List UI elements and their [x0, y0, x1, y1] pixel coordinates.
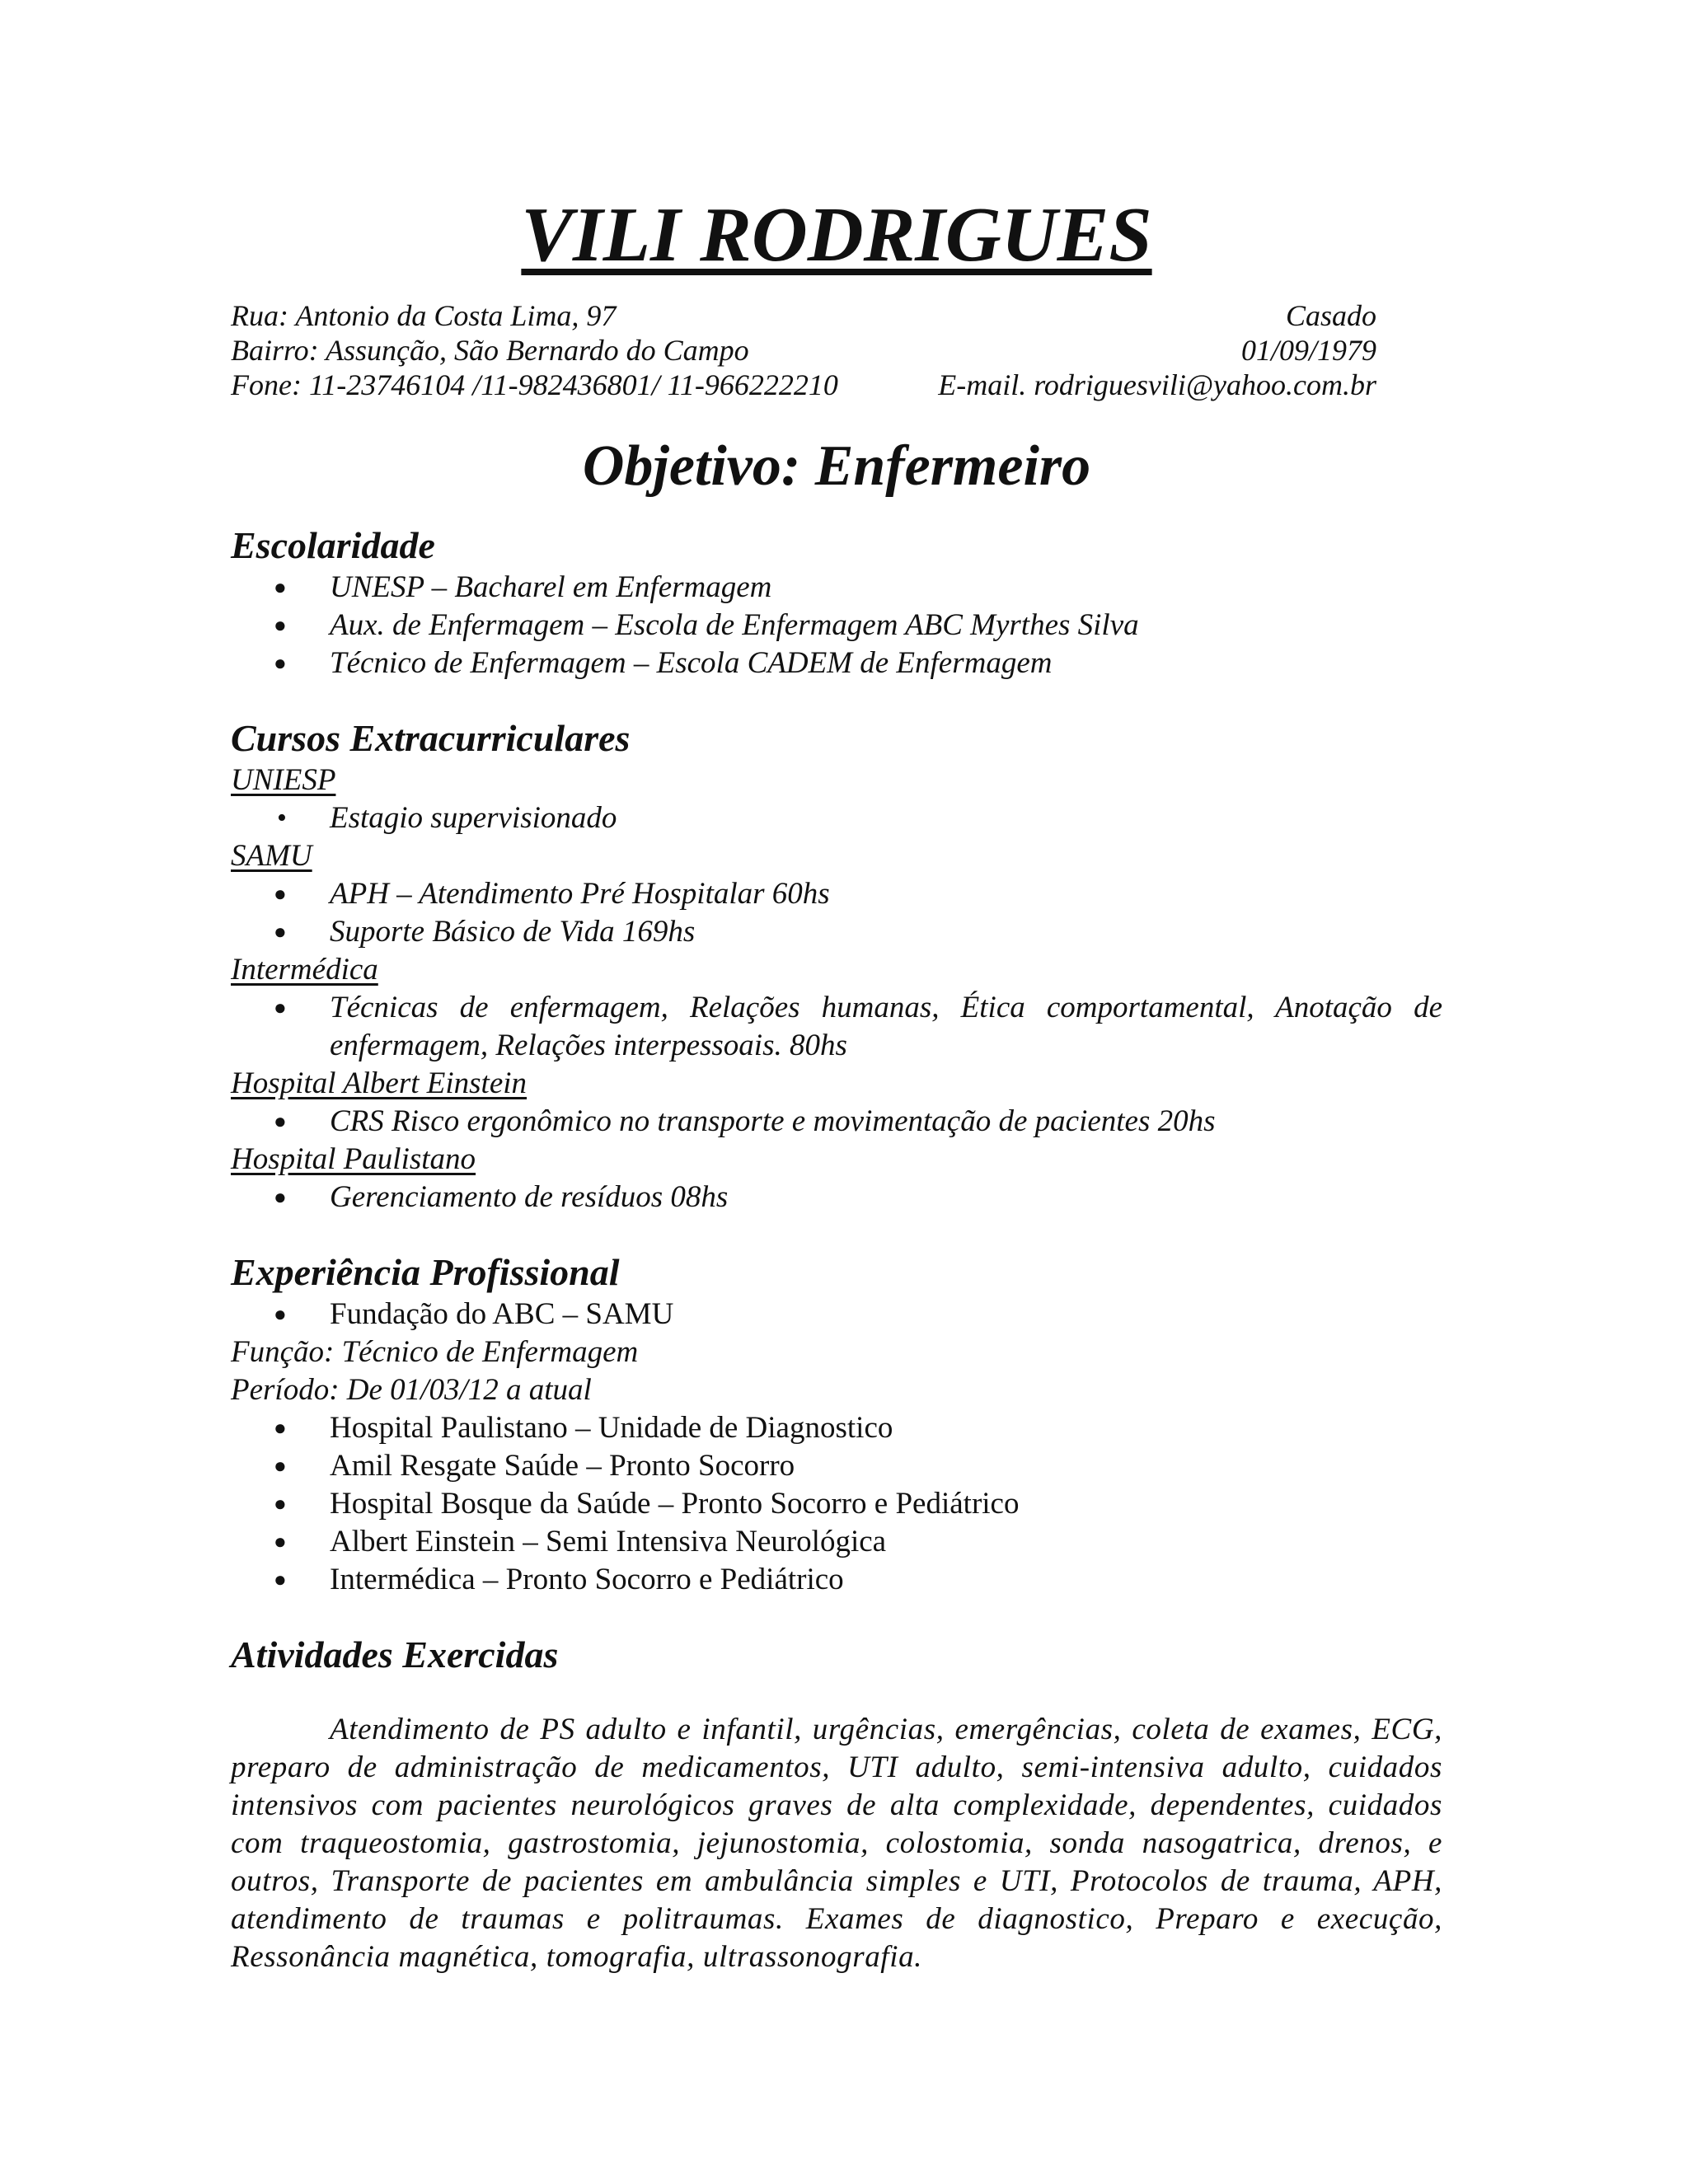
list-item: ● Gerenciamento de resíduos 08hs: [231, 1179, 1442, 1216]
list-item: ● Albert Einstein – Semi Intensiva Neurológica: [231, 1523, 1442, 1561]
list-item: ● Amil Resgate Saúde – Pronto Socorro: [231, 1447, 1442, 1485]
phone-numbers: Fone: 11-23746104 /11-982436801/ 11-966222210: [231, 368, 838, 401]
experience-list: [231, 1409, 1442, 1599]
list-item: • Estagio supervisionado: [231, 799, 1442, 837]
list-item: ● Suporte Básico de Vida 169hs: [231, 913, 1442, 951]
address-neighborhood: Bairro: Assunção, São Bernardo do Campo: [231, 334, 749, 367]
list-item: ● Intermédica – Pronto Socorro e Pediátrico: [231, 1561, 1442, 1599]
activities-paragraph: Atendimento de PS adulto e infantil, urgências, emergências, coleta de exames, ECG, preparo de administração de medicamentos, UTI adulto, semi-intensiva adulto, cuidados intensivos com pacientes neurológicos graves de alta complexidade, dependentes, cuidados com traqueostomia, gastrostomia, jejunostomia, colostomia, sonda nasogatrica, drenos, e outros, Transporte de pacientes em ambulância simples e UTI, Protocolos de trauma, APH, atendimento de traumas e politraumas. Exames de diagnostico, Preparo e execução, Ressonância magnética, tomografia, ultrassonografia.: [231, 1713, 1442, 1974]
contact-block: [231, 298, 1376, 402]
course-institution: Intermédica: [231, 953, 378, 987]
marital-status: Casado: [1285, 299, 1376, 332]
contact-row-neighborhood: [231, 333, 1376, 368]
list-item: ● Hospital Bosque da Saúde – Pronto Socorro e Pediátrico: [231, 1485, 1442, 1523]
course-institution: Hospital Paulistano: [231, 1142, 476, 1176]
employer-item: ● Fundação do ABC – SAMU: [231, 1296, 1442, 1333]
course-list: [231, 1179, 1442, 1216]
course-list: [231, 875, 1442, 951]
contact-row-phone: [231, 368, 1376, 402]
birth-date: 01/09/1979: [1240, 334, 1376, 367]
candidate-name: VILI RODRIGUES: [521, 192, 1152, 278]
course-institution: UNIESP: [231, 763, 336, 797]
employer-list: [231, 1296, 1442, 1333]
course-institution: SAMU: [231, 839, 312, 873]
list-item: ● Hospital Paulistano – Unidade de Diagnostico: [231, 1409, 1442, 1447]
email-address: E-mail. rodriguesvili@yahoo.com.br: [938, 368, 1376, 401]
list-item: ● APH – Atendimento Pré Hospitalar 60hs: [231, 875, 1442, 913]
list-item: ● CRS Risco ergonômico no transporte e movimentação de pacientes 20hs: [231, 1103, 1442, 1141]
course-list: [231, 1103, 1442, 1141]
section-title-cursos: Cursos Extracurriculares: [231, 717, 631, 759]
section-title-escolaridade: Escolaridade: [231, 524, 435, 566]
section-title-atividades: Atividades Exercidas: [231, 1633, 559, 1675]
escolaridade-list: [231, 569, 1442, 682]
resume-page: [231, 190, 1442, 2007]
section-title-experiencia: Experiência Profissional: [231, 1251, 620, 1293]
list-item: ● UNESP – Bacharel em Enfermagem: [231, 569, 1442, 607]
address-street: Rua: Antonio da Costa Lima, 97: [231, 299, 617, 332]
objective-title: Objetivo: Enfermeiro: [582, 434, 1091, 498]
course-institution: Hospital Albert Einstein: [231, 1066, 528, 1100]
list-item: ● Técnicas de enfermagem, Relações humanas, Ética comportamental, Anotação de enfermagem, Relações interpessoais. 80hs: [231, 989, 1442, 1065]
job-function: Função: Técnico de Enfermagem: [231, 1335, 639, 1369]
contact-row-address: [231, 298, 1376, 333]
job-period: Período: De 01/03/12 a atual: [231, 1373, 592, 1407]
list-item: ● Aux. de Enfermagem – Escola de Enfermagem ABC Myrthes Silva: [231, 607, 1442, 644]
list-item: ● Técnico de Enfermagem – Escola CADEM de Enfermagem: [231, 644, 1442, 682]
course-list: [231, 989, 1442, 1065]
course-list: [231, 799, 1442, 837]
